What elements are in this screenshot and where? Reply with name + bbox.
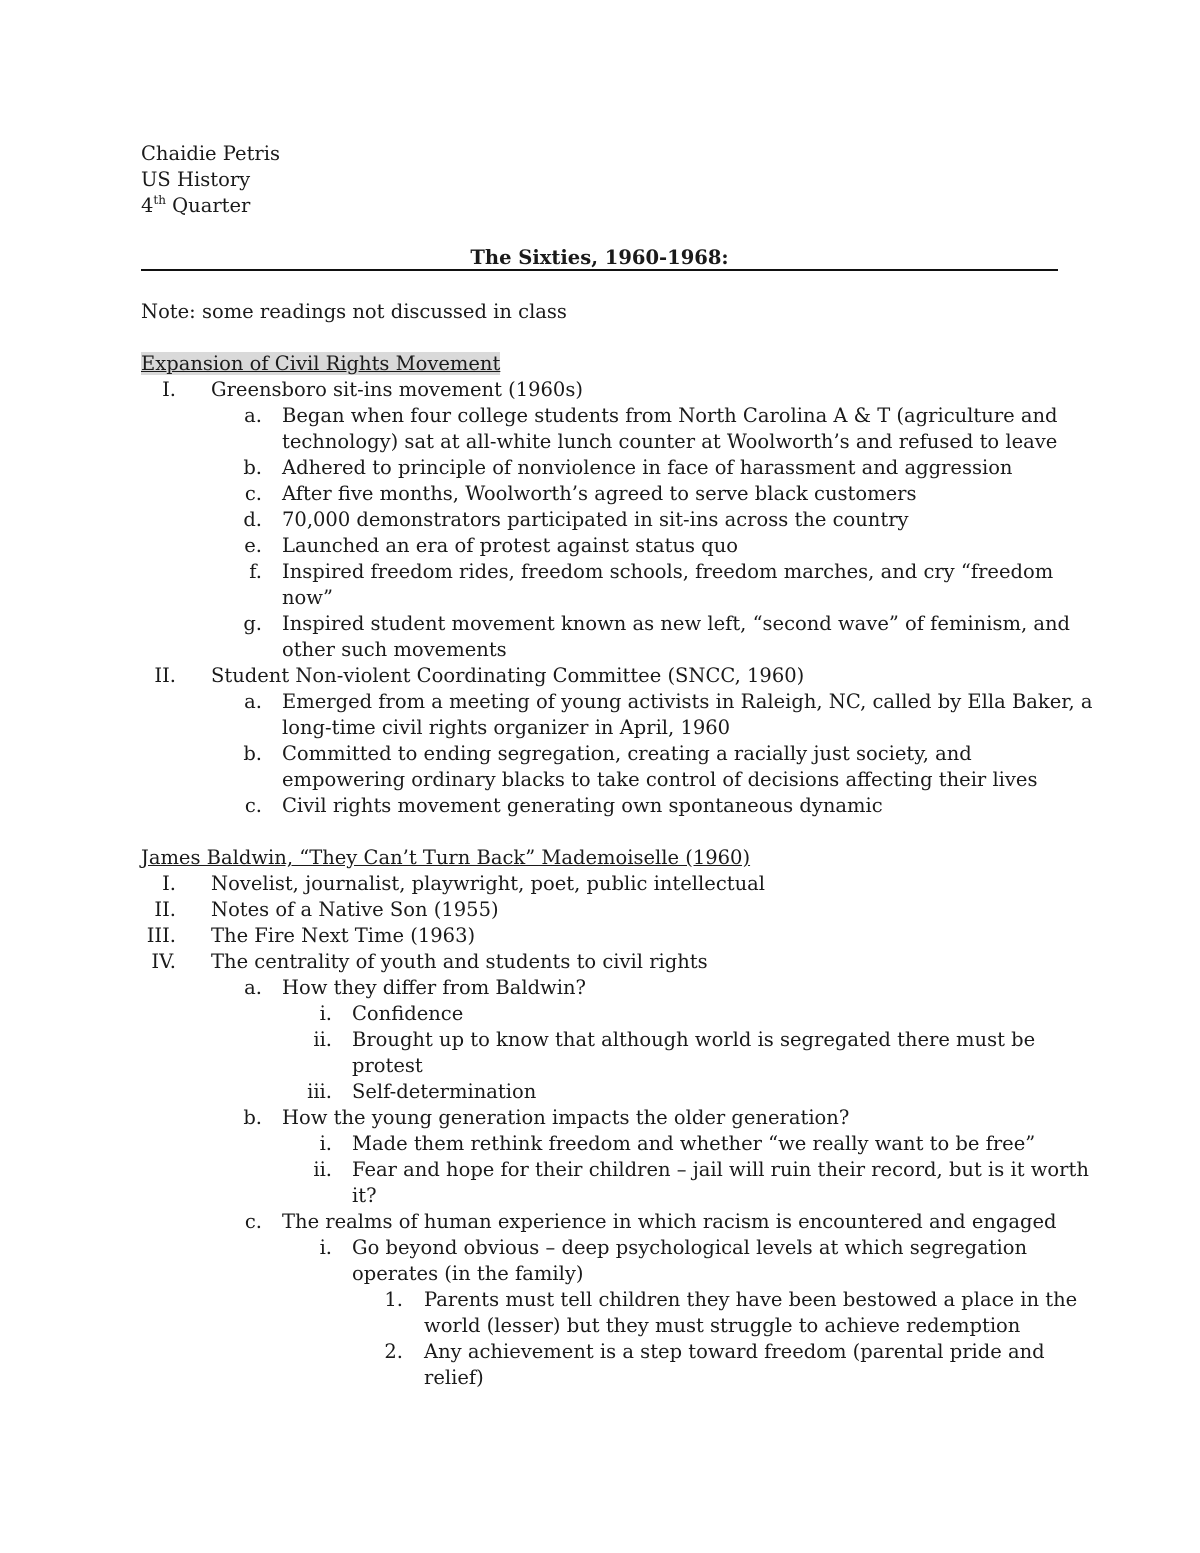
outline-item: The Fire Next Time (1963) xyxy=(211,924,476,947)
quarter-word: Quarter xyxy=(165,194,251,217)
document-title: The Sixties, 1960-1968: xyxy=(470,246,729,269)
letter-marker: g. xyxy=(243,612,262,635)
outline-item: The centrality of youth and students to civil rights xyxy=(211,950,708,973)
letter-marker: d. xyxy=(243,508,262,531)
quarter-number: 4 xyxy=(141,194,154,217)
outline-subitem: How they differ from Baldwin? xyxy=(282,976,587,999)
roman-lower-marker: i. xyxy=(319,1236,332,1259)
outline-subitem: 70,000 demonstrators participated in sit-ins across the country xyxy=(282,508,909,531)
outline-subitem: Inspired student movement known as new left, “second wave” of feminism, and xyxy=(282,612,1071,635)
outline-subsubitem-cont: it? xyxy=(352,1184,377,1207)
author-name: Chaidie Petris xyxy=(141,142,280,165)
number-marker: 1. xyxy=(384,1288,403,1311)
letter-marker: a. xyxy=(244,976,262,999)
outline-subitem: Began when four college students from North Carolina A & T (agriculture and xyxy=(282,404,1058,427)
letter-marker: b. xyxy=(243,1106,262,1129)
roman-numeral: I. xyxy=(162,872,176,895)
quarter-superscript: th xyxy=(153,192,166,207)
roman-numeral: I. xyxy=(162,378,176,401)
outline-subitem-cont: long-time civil rights organizer in April, 1960 xyxy=(282,716,731,739)
outline-subitem: After five months, Woolworth’s agreed to serve black customers xyxy=(282,482,917,505)
roman-lower-marker: i. xyxy=(319,1002,332,1025)
outline-subitem: How the young generation impacts the older generation? xyxy=(282,1106,850,1129)
outline-subsubitem-cont: operates (in the family) xyxy=(352,1262,584,1285)
outline-subitem-cont: other such movements xyxy=(282,638,507,661)
outline-subitem: Launched an era of protest against status quo xyxy=(282,534,739,557)
outline-subitem: Emerged from a meeting of young activists in Raleigh, NC, called by Ella Baker, a xyxy=(282,690,1093,713)
title-rule xyxy=(141,269,1058,271)
outline-deep-item-cont: world (lesser) but they must struggle to achieve redemption xyxy=(424,1314,1021,1337)
outline-item: Notes of a Native Son (1955) xyxy=(211,898,499,921)
roman-numeral: III. xyxy=(146,924,176,947)
letter-marker: a. xyxy=(244,690,262,713)
roman-lower-marker: i. xyxy=(319,1132,332,1155)
note-text: Note: some readings not discussed in class xyxy=(141,300,567,323)
outline-item: Greensboro sit-ins movement (1960s) xyxy=(211,378,583,401)
letter-marker: c. xyxy=(244,482,262,505)
section-heading-civil-rights xyxy=(141,351,500,377)
outline-subitem: The realms of human experience in which racism is encountered and engaged xyxy=(282,1210,1057,1233)
outline-subitem-cont: now” xyxy=(282,586,333,609)
section-heading-highlight: Expansion of Civil Rights Movement xyxy=(141,352,501,375)
roman-numeral: II. xyxy=(154,898,176,921)
outline-subitem: Civil rights movement generating own spontaneous dynamic xyxy=(282,794,883,817)
roman-lower-marker: ii. xyxy=(313,1028,332,1051)
outline-subsubitem: Confidence xyxy=(352,1002,464,1025)
letter-marker: b. xyxy=(243,456,262,479)
outline-deep-item: Any achievement is a step toward freedom (parental pride and xyxy=(424,1340,1045,1363)
letter-marker: c. xyxy=(244,1210,262,1233)
roman-lower-marker: iii. xyxy=(307,1080,332,1103)
outline-subitem-cont: empowering ordinary blacks to take control of decisions affecting their lives xyxy=(282,768,1038,791)
course-name: US History xyxy=(141,168,251,191)
outline-deep-item-cont: relief) xyxy=(424,1366,484,1389)
outline-subsubitem: Fear and hope for their children – jail will ruin their record, but is it worth xyxy=(352,1158,1089,1181)
roman-numeral: IV. xyxy=(151,950,176,973)
outline-subitem: Committed to ending segregation, creating a racially just society, and xyxy=(282,742,972,765)
letter-marker: f. xyxy=(249,560,262,583)
outline-item: Novelist, journalist, playwright, poet, public intellectual xyxy=(211,872,765,895)
letter-marker: b. xyxy=(243,742,262,765)
section-heading-baldwin: James Baldwin, “They Can’t Turn Back” Mademoiselle (1960) xyxy=(141,846,751,869)
letter-marker: c. xyxy=(244,794,262,817)
outline-subitem: Adhered to principle of nonviolence in face of harassment and aggression xyxy=(282,456,1013,479)
roman-lower-marker: ii. xyxy=(313,1158,332,1181)
quarter-label xyxy=(141,193,250,219)
outline-subsubitem: Go beyond obvious – deep psychological levels at which segregation xyxy=(352,1236,1028,1259)
letter-marker: a. xyxy=(244,404,262,427)
outline-subsubitem: Self-determination xyxy=(352,1080,537,1103)
number-marker: 2. xyxy=(384,1340,403,1363)
outline-subitem: Inspired freedom rides, freedom schools, freedom marches, and cry “freedom xyxy=(282,560,1054,583)
outline-subsubitem: Made them rethink freedom and whether “we really want to be free” xyxy=(352,1132,1036,1155)
outline-subsubitem: Brought up to know that although world is segregated there must be xyxy=(352,1028,1036,1051)
outline-subsubitem-cont: protest xyxy=(352,1054,423,1077)
letter-marker: e. xyxy=(244,534,262,557)
outline-subitem-cont: technology) sat at all-white lunch counter at Woolworth’s and refused to leave xyxy=(282,430,1058,453)
roman-numeral: II. xyxy=(154,664,176,687)
outline-deep-item: Parents must tell children they have been bestowed a place in the xyxy=(424,1288,1078,1311)
outline-item: Student Non-violent Coordinating Committee (SNCC, 1960) xyxy=(211,664,805,687)
